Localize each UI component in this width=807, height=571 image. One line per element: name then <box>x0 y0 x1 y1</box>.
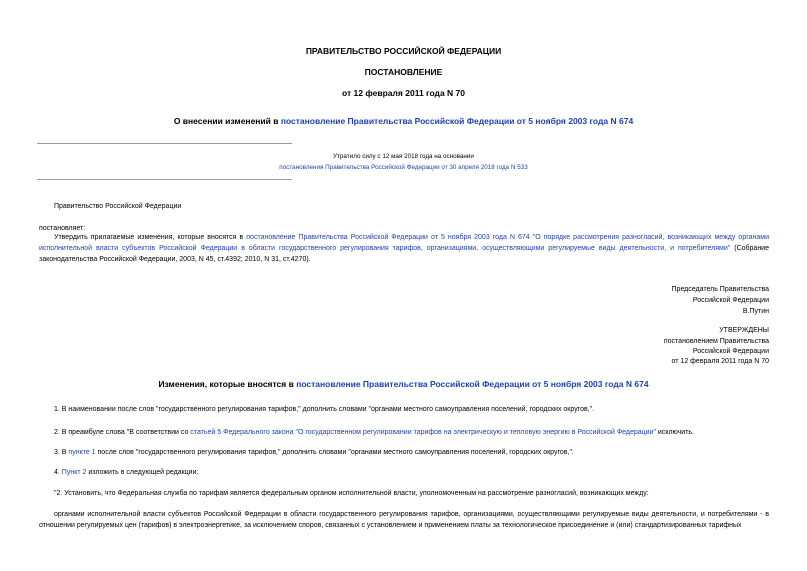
doc-date-heading: от 12 февраля 2011 года N 70 <box>342 88 465 98</box>
change-item-2-suffix: исключить. <box>655 429 695 436</box>
change-item-4-link[interactable]: Пункт 2 <box>61 469 87 476</box>
changes-title-link[interactable]: постановление Правительства Российской Федерации от 5 ноября 2003 года N 674 <box>296 379 649 389</box>
last-paragraph: органами исполнительной власти субъектов Российской Федерации в области государственного регулирования тарифов, организациями, осуществляющими регулируемые виды деятельности, и потребителями - в отношении регулируемых цен (тарифов) в электроэнергетике, за исключением споров, связанных с установлением и применением платы за технологическое присоединение и (или) стандартизированных тарифных <box>39 511 769 529</box>
government-heading: ПРАВИТЕЛЬСТВО РОССИЙСКОЙ ФЕДЕРАЦИИ <box>305 46 502 56</box>
change-item-3-suffix: после слов "государственного регулирования тарифов," дополнить словами "органами местного самоуправления поселений, городских округов,". <box>95 449 574 456</box>
notice-top-rule <box>37 143 292 144</box>
change-item-1: 1. В наименовании после слов "государственного регулирования тарифов," дополнить словами "органами местного самоуправления поселений, городских округов,". <box>54 406 595 413</box>
approved-line-2: постановлением Правительства <box>663 338 769 345</box>
approve-link[interactable]: постановление Правительства Российской Федерации от 5 ноября 2003 года N 674 "О порядке рассмотрения разногласий, возникающих между органами исполнительной власти субъектов Российской Федерации в области государственного регулирования тарифов, организациями, осуществляющими регулируемые виды деятельности, и потребителями" <box>39 234 769 252</box>
changes-title <box>0 379 807 389</box>
change-item-3 <box>54 449 574 456</box>
notice-line-1: Утратило силу с 12 мая 2018 года на основании <box>333 153 474 160</box>
approve-prefix: Утвердить прилагаемые изменения, которые вносятся в <box>54 234 247 241</box>
change-item-3-prefix: 3. В <box>54 449 69 456</box>
doc-type-heading: ПОСТАНОВЛЕНИЕ <box>364 67 443 77</box>
change-item-4 <box>54 469 198 476</box>
quote-paragraph: "2. Установить, что Федеральная служба по тарифам является федеральным органом исполнительной власти, уполномоченным на рассмотрение разногласий, возникающих между: <box>54 490 649 497</box>
approved-line-4: от 12 февраля 2011 года N 70 <box>671 358 769 365</box>
notice-link-text[interactable]: постановления Правительства Российской Федерации от 30 апреля 2018 года N 533 <box>279 164 528 171</box>
notice-link[interactable] <box>0 164 807 171</box>
change-item-3-link[interactable]: пункте 1 <box>68 449 96 456</box>
change-item-4-suffix: изложить в следующей редакции: <box>86 469 199 476</box>
signature-name: В.Путин <box>742 308 769 315</box>
approve-paragraph <box>39 232 769 265</box>
signature-position-2: Российской Федерации <box>692 297 769 304</box>
document-title-link[interactable]: постановление Правительства Российской Федерации от 5 ноября 2003 года N 674 <box>280 116 634 126</box>
notice-bottom-rule <box>37 179 292 180</box>
approved-line-1: УТВЕРЖДЕНЫ <box>719 327 769 334</box>
change-item-2 <box>54 429 694 436</box>
approve-suffix: (Собрание законодательства Российской Федерации, 2003, N 45, ст.4392; 2010, N 31, ст.4270). <box>39 245 769 263</box>
issuer-text: Правительство Российской Федерации <box>54 203 182 210</box>
change-item-2-prefix: 2. В преамбуле слова "В соответствии со <box>54 429 191 436</box>
changes-title-prefix: Изменения, которые вносятся в <box>158 379 297 389</box>
change-item-2-link[interactable]: статьей 5 Федерального закона "О государственном регулировании тарифов на электрическую и тепловую энергию в Российской Федерации" <box>190 429 656 436</box>
document-title-prefix: О внесении изменений в <box>173 116 281 126</box>
document-title <box>0 116 807 126</box>
resolves-text: постановляет: <box>39 225 86 232</box>
signature-position-1: Председатель Правительства <box>671 286 769 293</box>
change-item-4-prefix: 4. <box>54 469 62 476</box>
approved-line-3: Российской Федерации <box>692 348 769 355</box>
